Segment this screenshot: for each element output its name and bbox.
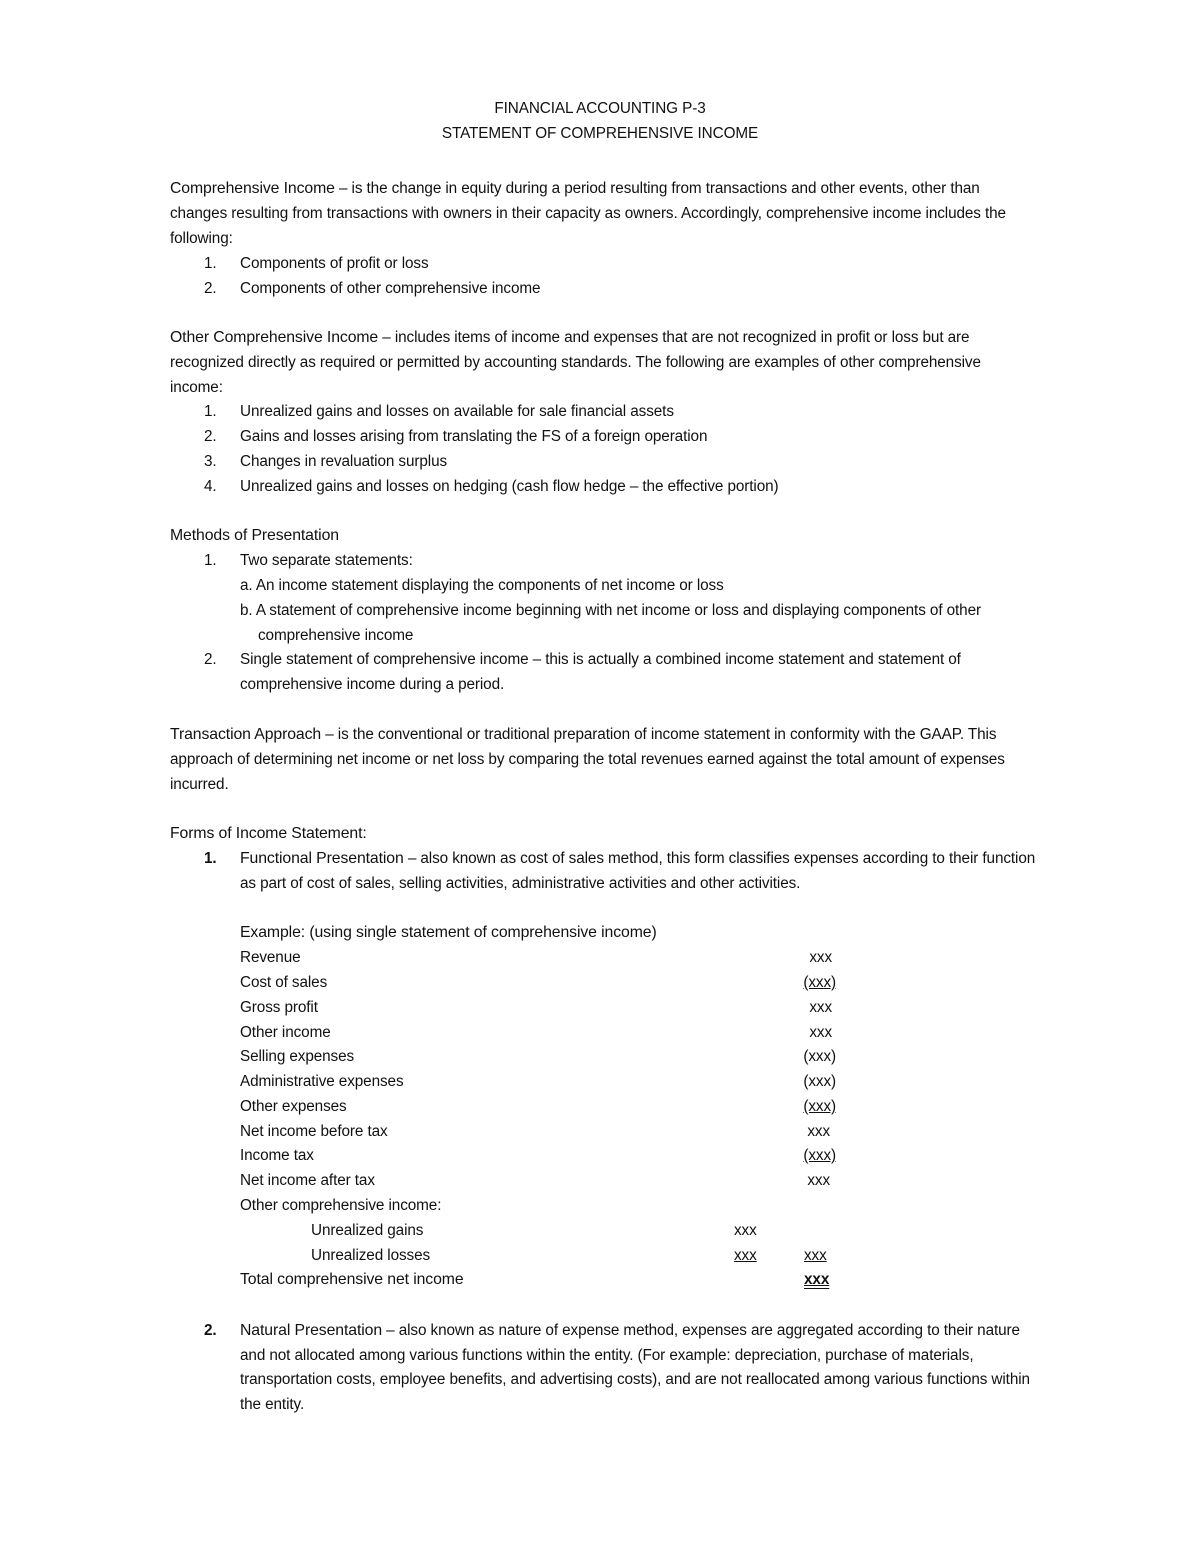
transaction-para-line1: Transaction Approach – is the conventional or traditional preparation of income statement in conformity with the GAAP. This bbox=[170, 726, 997, 743]
list-item: Unrealized gains and losses on available for sale financial assets bbox=[240, 403, 674, 420]
document-subtitle: STATEMENT OF COMPREHENSIVE INCOME bbox=[441, 125, 759, 142]
statement-row-label: Net income before tax bbox=[240, 1123, 388, 1140]
example-heading: Example: (using single statement of comprehensive income) bbox=[240, 924, 657, 941]
statement-row-label: Administrative expenses bbox=[240, 1073, 404, 1090]
list-number: 1. bbox=[204, 255, 217, 272]
statement-row-value: xxx bbox=[807, 1123, 830, 1140]
list-number: 4. bbox=[204, 478, 217, 495]
statement-row-value: (xxx) bbox=[803, 1073, 836, 1090]
document-title: FINANCIAL ACCOUNTING P-3 bbox=[494, 100, 706, 117]
statement-subrow-label: Unrealized gains bbox=[311, 1222, 424, 1239]
list-item: Components of other comprehensive income bbox=[240, 280, 541, 297]
statement-row-label: Other expenses bbox=[240, 1098, 347, 1115]
statement-row-value: xxx bbox=[809, 949, 832, 966]
list-item-cont: comprehensive income during a period. bbox=[240, 676, 505, 693]
statement-row-label: Other income bbox=[240, 1024, 331, 1041]
statement-row-value: xxx bbox=[807, 1172, 830, 1189]
transaction-term: Transaction Approach bbox=[170, 726, 322, 743]
oci-para-line2: recognized directly as required or permitted by accounting standards. The following are examples of other comprehensive bbox=[170, 354, 981, 371]
transaction-para-line2: approach of determining net income or net loss by comparing the total revenues earned against the total amount of expenses bbox=[170, 751, 1005, 768]
list-item: Unrealized gains and losses on hedging (cash flow hedge – the effective portion) bbox=[240, 478, 779, 495]
total-value: xxx bbox=[804, 1271, 830, 1288]
sub-list-item: b. A statement of comprehensive income beginning with net income or loss and displaying components of other bbox=[240, 602, 981, 619]
functional-term: Functional Presentation bbox=[240, 850, 404, 867]
list-number: 1. bbox=[204, 850, 217, 867]
statement-row-value: xxx bbox=[809, 999, 832, 1016]
natural-para-line4: the entity. bbox=[240, 1396, 305, 1413]
transaction-para-line3: incurred. bbox=[170, 776, 229, 793]
functional-para-line1: Functional Presentation – also known as cost of sales method, this form classifies expenses according to their function bbox=[240, 850, 1036, 867]
oci-para-line1: Other Comprehensive Income – includes items of income and expenses that are not recognized in profit or loss but are bbox=[170, 329, 970, 346]
statement-subrow-value: xxx bbox=[734, 1222, 757, 1239]
comprehensive-income-para-line3: following: bbox=[170, 230, 233, 247]
list-number: 3. bbox=[204, 453, 217, 470]
statement-row-value: (xxx) bbox=[803, 1048, 836, 1065]
list-item: Gains and losses arising from translating the FS of a foreign operation bbox=[240, 428, 708, 445]
list-number: 2. bbox=[204, 280, 217, 297]
natural-term: Natural Presentation bbox=[240, 1322, 383, 1339]
comprehensive-income-para-line2: changes resulting from transactions with owners in their capacity as owners. Accordingly, comprehensive income includes the bbox=[170, 205, 1006, 222]
list-item: Changes in revaluation surplus bbox=[240, 453, 448, 470]
statement-row-label: Gross profit bbox=[240, 999, 318, 1016]
natural-para-line2: and not allocated among various functions within the entity. (For example: depreciation, purchase of materials, bbox=[240, 1347, 974, 1364]
natural-para-line1: Natural Presentation – also known as nature of expense method, expenses are aggregated according to their nature bbox=[240, 1322, 1020, 1339]
list-item: Two separate statements: bbox=[240, 552, 413, 569]
list-number: 2. bbox=[204, 1322, 217, 1339]
oci-term: Other Comprehensive Income bbox=[170, 329, 379, 346]
functional-para-line2: as part of cost of sales, selling activities, administrative activities and other activities. bbox=[240, 875, 801, 892]
sub-list-item-cont: comprehensive income bbox=[258, 627, 414, 644]
statement-row-value: (xxx) bbox=[803, 1147, 836, 1164]
natural-para-line3: transportation costs, employee benefits, and advertising costs), and are not reallocated among various functions within bbox=[240, 1371, 1030, 1388]
statement-row-label: Net income after tax bbox=[240, 1172, 375, 1189]
statement-row-value: (xxx) bbox=[803, 974, 836, 991]
total-label: Total comprehensive net income bbox=[240, 1271, 464, 1288]
sub-list-item: a. An income statement displaying the components of net income or loss bbox=[240, 577, 724, 594]
statement-row-value: xxx bbox=[804, 1247, 827, 1264]
list-number: 1. bbox=[204, 403, 217, 420]
statement-row-value: (xxx) bbox=[803, 1098, 836, 1115]
list-number: 1. bbox=[204, 552, 217, 569]
statement-subrow-label: Unrealized losses bbox=[311, 1247, 431, 1264]
list-number: 2. bbox=[204, 651, 217, 668]
statement-row-label: Other comprehensive income: bbox=[240, 1197, 442, 1214]
list-number: 2. bbox=[204, 428, 217, 445]
list-item: Single statement of comprehensive income – this is actually a combined income statement and statement of bbox=[240, 651, 961, 668]
oci-para-line3: income: bbox=[170, 379, 223, 396]
statement-row-label: Cost of sales bbox=[240, 974, 328, 991]
comprehensive-income-term: Comprehensive Income bbox=[170, 180, 335, 197]
comprehensive-income-para-line1: Comprehensive Income – is the change in equity during a period resulting from transactions and other events, other than bbox=[170, 180, 980, 197]
statement-row-value: xxx bbox=[809, 1024, 832, 1041]
statement-subrow-value: xxx bbox=[734, 1247, 757, 1264]
forms-heading: Forms of Income Statement: bbox=[170, 825, 367, 842]
list-item: Components of profit or loss bbox=[240, 255, 429, 272]
methods-heading: Methods of Presentation bbox=[170, 527, 339, 544]
statement-row-label: Income tax bbox=[240, 1147, 314, 1164]
statement-row-label: Revenue bbox=[240, 949, 301, 966]
statement-row-label: Selling expenses bbox=[240, 1048, 355, 1065]
